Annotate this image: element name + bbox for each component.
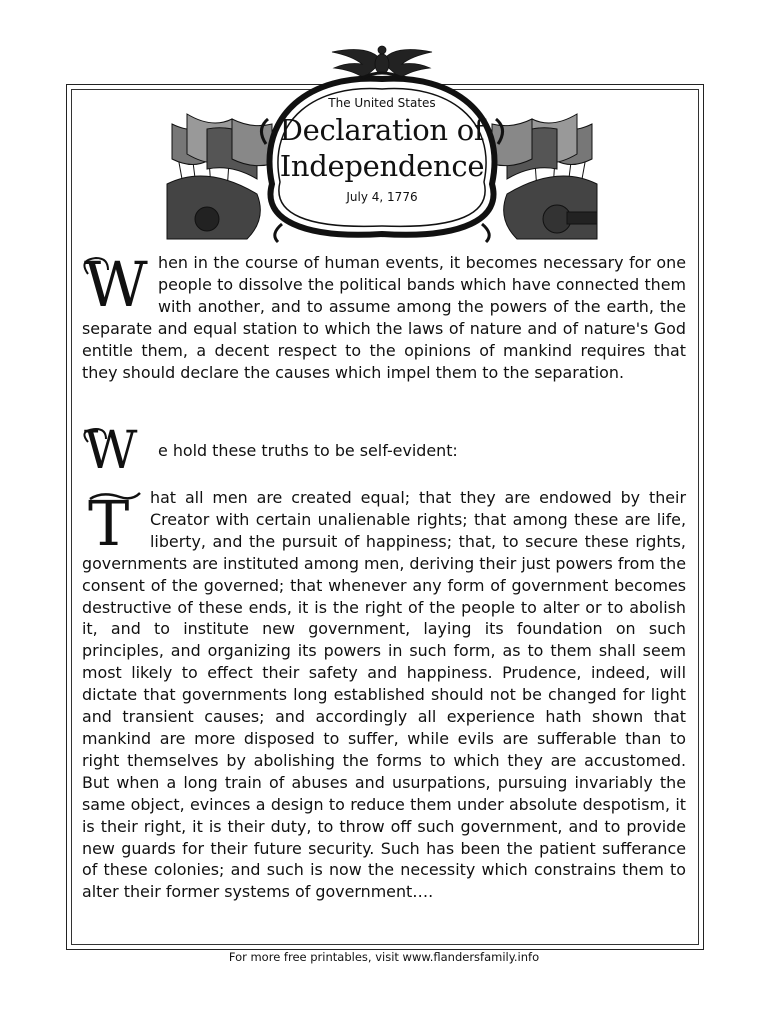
paragraph-2-text: e hold these truths to be self-evident:: [158, 441, 458, 460]
header-title-block: [262, 96, 502, 204]
paragraph-3: [82, 487, 686, 903]
header-kicker: The United States: [328, 96, 436, 110]
header-date: July 4, 1776: [346, 190, 418, 204]
paragraph-3-text: hat all men are created equal; that they are endowed by their Creator with certain unalienable rights; that among these are life, liberty, and the pursuit of happiness; that, to secure these rights, governments are instituted among men, deriving their just powers from the consent of the governed; that whenever any form of government becomes destructive of these ends, it is the right of the people to alter or to abolish it, and to institute new government, laying its foundation on such principles, and organizing its powers in such form, as to them shall seem most likely to effect their safety and happiness. Prudence, indeed, will dictate that governments long established should not be changed for light and transient causes; and accordingly all experience hath shown that mankind are more disposed to suffer, while evils are sufferable than to right themselves by abolishing the forms to which they are accustomed. But when a long train of abuses and usurpations, pursuing invariably the same object, evinces a design to reduce them under absolute despotism, it is their right, it is their duty, to throw off such government, and to provide new guards for their future security. Such has been the patient sufferance of these colonies; and such is now the necessity which constrains them to alter their former systems of government….: [82, 488, 686, 902]
paragraph-1: [82, 252, 686, 383]
dropcap-w-icon: [82, 254, 152, 314]
page-title-line2: Independence: [279, 149, 485, 183]
dropcap-letter: W: [84, 428, 138, 470]
footer-note: For more free printables, visit www.flandersfamily.info: [228, 950, 540, 964]
page-title-line1: Declaration of: [279, 113, 485, 147]
dropcap-t-icon: [82, 489, 144, 551]
paragraph-2: [82, 428, 686, 470]
flags-right-icon: [492, 114, 597, 239]
dropcap-letter: T: [88, 489, 130, 551]
paragraph-1-text: hen in the course of human events, it becomes necessary for one people to dissolve the political bands which have connected them with another, and to assume among the powers of the earth, the separate and equal station to which the laws of nature and of nature's God entitle them, a decent respect to the opinions of mankind requires that they should declare the causes which impel them to the separation.: [82, 253, 686, 382]
dropcap-w-icon: [82, 428, 152, 470]
dropcap-letter: W: [84, 254, 148, 314]
flags-left-icon: [167, 114, 272, 239]
